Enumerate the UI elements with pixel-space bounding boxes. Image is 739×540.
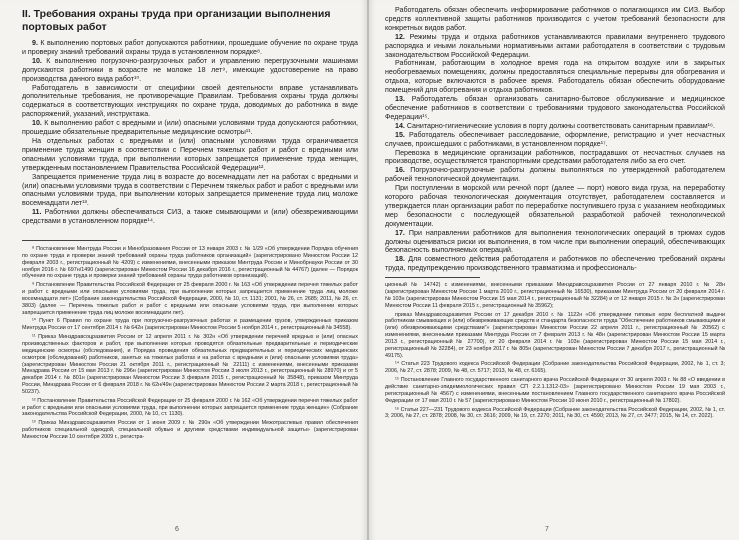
paragraph: Перевозка в медицинские организации работников, пострадавших от несчастных случаев на производстве, осуществляется транспортными средствами работодателя либо за его счет. [385,148,725,166]
right-body [385,6,725,273]
page-number: 7 [545,526,549,533]
paragraph: 18. Для совместного действия работодателя и работников по обеспечению требований охраны труда, предупреждению производственного травматизма и профессиональ- [385,255,725,273]
paragraph: 10. К выполнению погрузочно-разгрузочных работ и управлению перегрузочными машинами допускаются работники в возрасте не моложе 18 лет⁹, имеющие удостоверение на право производства данного вида работ¹⁰. [22,56,358,83]
footnote: ционный № 14742) с изменениями, внесенными приказами Минздравсоцразвития России от 27 января 2010 г. № 28н (зарегистрирован Минюстом России 1 марта 2010 г., регистрационный № 16530), приказами Минтруда России от 20 февраля 2014 г. № 103н (зарегистрирован Минюстом России 15 мая 2014 г., регистрационный № 32284) и от 12 января 2015 г. № 2н (зарегистрирован Минюстом России 11 февраля 2015 г., регистрационный № 35962); [385,282,725,309]
paragraph: 15. Работодатель обеспечивает расследование, оформление, регистрацию и учет несчастных случаев, происшедших с работниками, в установленном порядке¹⁷. [385,130,725,148]
footnote: ¹⁰ Пункт 6 Правил по охране труда при погрузочно-разгрузочных работах и размещении грузов, утвержденных приказом Минтруда России от 17 сентября 2014 г. № 642н (зарегистрирован Минюстом России 5 ноября 2014 г., регистрационный № 34558). [22,318,358,332]
paragraph: Работодатель в зависимости от специфики своей деятельности вправе устанавливать дополнительные требования, не противоречащие Правилам. Требования охраны труда должны содержаться в соответствующих инструкциях по охране труда, доводимых до работника в виде распоряжений, указаний, инструктажа. [22,83,358,119]
paragraph: 10. К выполнению работ с вредными и (или) опасными условиями труда допускаются работники, прошедшие обязательные предварительные медицинские осмотры¹¹. [22,119,358,137]
footnote: приказ Минздравсоцразвития России от 17 декабря 2010 г. № 1122н «Об утверждении типовых норм бесплатной выдачи работникам смывающих и (или) обезвреживающих средств и стандарта безопасности труда "Обеспечение работников смывающими и (или) обезвреживающими средствами"» (зарегистрирован Минюстом России 22 апреля 2011 г., регистрационный № 20562) с изменениями, внесенными приказами Минтруда России от 7 февраля 2013 г. № 48н (зарегистрирован Минюстом России 15 марта 2013 г., регистрационный № 27700), от 20 февраля 2014 г. № 103н (зарегистрирован Минюстом России 15 мая 2014 г., регистрационный № 32284), от 23 ноября 2017 г. № 805н (зарегистрирован Минюстом России 7 декабря 2017 г., регистрационный № 49175). [385,311,725,359]
paragraph: 13. Работодатель обязан организовать санитарно-бытовое обслуживание и медицинское обеспечение работников в соответствии с требованиями трудового законодательства Российской Федерации¹⁵. [385,95,725,121]
paragraph: 12. Режимы труда и отдыха работников устанавливаются правилами внутреннего трудового распорядка и иными локальными нормативными актами работодателя в соответствии с трудовым законодательством Российской Федерации. [385,32,725,59]
footnote: ¹³ Приказ Минздравсоцразвития России от 1 июня 2009 г. № 290н «Об утверждении Межотраслевых правил обеспечения работников специальной одеждой, специальной обувью и другими средствами индивидуальной защиты» (зарегистрирован Минюстом России 10 сентября 2009 г., регистра- [22,420,358,440]
paragraph: При поступлении в морской или речной порт (далее — порт) нового вида груза, на переработку которого рабочая технологическая документация отсутствует, работодателем составляется и утверждается план организации работ по переработке поступившего груза с указанием необходимых мер безопасности с последующей обязательной разработкой рабочей технологической документации. [385,184,725,228]
section-heading: II. Требования охраны труда при организации выполнения портовых работ [22,8,331,33]
footnote: ¹⁵ Постановление Главного государственного санитарного врача Российской Федерации от 30 апреля 2003 г. № 88 «О введении в действие санитарно-эпидемиологических правил СП 2.2.1.1312-03» (зарегистрировано Минюстом России 19 мая 2003 г., регистрационный № 4567) с изменениями, внесенными постановлением Главного государственного санитарного врача Российской Федерации от 17 мая 2010 г. № 57 (зарегистрировано Минюстом России 10 июня 2010 г., регистрационный № 17802). [385,377,725,404]
footnote-divider [22,240,117,241]
paragraph: 17. При направлении работников для выполнения технологических операций в трюмах судов должны оцениваться риски их выполнения, в том числе при выполнении операций, обеспечивающих безопасность выполняемых операций. [385,228,725,255]
footnote: ¹² Постановление Правительства Российской Федерации от 25 февраля 2000 г. № 162 «Об утверждении перечня тяжелых работ и работ с вредными или опасными условиями труда, при выполнении которых запрещается применение труда женщин» (Собрание законодательства Российской Федерации, 2000, № 10, ст. 1130). [22,397,358,418]
left-page [0,0,367,540]
footnote: ⁸ Постановление Минтруда России и Минобразования России от 13 января 2003 г. № 1/29 «Об утверждении Порядка обучения по охране труда и проверки знаний требований охраны труда работников организаций» (зарегистрировано Минюстом России 12 февраля 2003 г., регистрационный № 4209) с изменениями, внесенными приказом Минтруда России и Минобрнауки России от 30 ноября 2016 г. № 697н/1490 (зарегистрирован Минюстом России 16 декабря 2016 г., регистрационный № 44767) (далее — Порядок обучения по охране труда и проверки знаний требований охраны труда работников организаций). [22,246,358,280]
right-page [369,0,739,540]
left-body [22,39,358,226]
left-footnotes [22,246,358,441]
footnote-divider [385,277,480,278]
footnote: ⁹ Постановление Правительства Российской Федерации от 25 февраля 2000 г. № 163 «Об утверждении перечня тяжелых работ и работ с вредными или опасными условиями труда, при выполнении которых запрещается применение труда лиц моложе восемнадцати лет» (Собрание законодательства Российской Федерации, 2000, № 10, ст. 1131; 2001, № 26, ст. 2685; 2011, № 26, ст. 3803) (далее — Перечень тяжелых работ и работ с вредными или опасными условиями труда, при выполнении которых запрещается применение труда лиц моложе восемнадцати лет). [22,282,358,316]
paragraph: 11. Работники должны обеспечиваться СИЗ, а также смывающими и (или) обезвреживающими средствами в установленном порядке¹⁴. [22,208,358,226]
paragraph: Работникам, работающим в холодное время года на открытом воздухе или в закрытых необогреваемых помещениях, должны предоставляться специальные перерывы для обогревания и отдыха, которые включаются в рабочее время. Работодатель обязан обеспечить оборудование помещений для обогревания и отдыха работников. [385,59,725,95]
paragraph: 9. К выполнению портовых работ допускаются работники, прошедшие обучение по охране труда и проверку знаний требований охраны труда в установленном порядке⁸. [22,39,358,56]
paragraph: 14. Санитарно-гигиенические условия в порту должны соответствовать санитарным правилам¹⁶. [395,121,715,130]
paragraph: 16. Погрузочно-разгрузочные работы должны выполняться по утвержденной работодателем рабочей технологической документации. [385,166,725,184]
paragraph: Запрещается применение труда лиц в возрасте до восемнадцати лет на работах с вредными и (или) опасными условиями труда в соответствии с Перечнем тяжелых работ и работ с вредными или опасными условиями труда, при выполнении которых запрещается применение труда лиц моложе восемнадцати лет¹³. [22,172,358,208]
footnote: ¹¹ Приказ Минздравсоцразвития России от 12 апреля 2011 г. № 302н «Об утверждении перечней вредных и (или) опасных производственных факторов и работ, при выполнении которых проводятся обязательные предварительные и периодические медицинские осмотры (обследования), и Порядка проведения обязательных предварительных и периодических медицинских осмотров (обследований) работников, занятых на тяжелых работах и на работах с вредными и (или) опасными условиями труда» (зарегистрирован Минюстом России 21 октября 2011 г., регистрационный № 22111) с изменениями, внесенными приказами Минздрава России от 15 мая 2013 г. № 296н (зарегистрирован Минюстом России 3 июля 2013 г., регистрационный № 28970) и от 5 декабря 2014 г. № 801н (зарегистрирован Минюстом России 3 февраля 2015 г., регистрационный № 35848), приказом Минтруда России, Минздрава России от 6 февраля 2018 г. № 62н/49н (зарегистрирован Минюстом России 2 марта 2018 г., регистрационный № 50237). [22,334,358,395]
right-footnotes [385,282,725,420]
paragraph: На отдельных работах с вредными и (или) опасными условиями труда ограничивается применение труда женщин в соответствии с Перечнем тяжелых работ и работ с вредными или опасными условиями труда, при выполнении которых запрещается применение труда женщин, утвержденным постановлением Правительства Российской Федерации¹². [22,136,358,172]
footnote: ¹⁴ Статья 223 Трудового кодекса Российской Федерации (Собрание законодательства Российской Федерации, 2002, № 1, ст. 3; 2006, № 27, ст. 2878; 2009, № 48, ст. 5717; 2013, № 48, ст. 6165). [385,361,725,375]
paragraph: Работодатель обязан обеспечить информирование работников о полагающихся им СИЗ. Выбор средств коллективной защиты работников производится с учетом требований безопасности для конкретных видов работ. [385,6,725,32]
footnote: ¹⁶ Статьи 227—231 Трудового кодекса Российской Федерации (Собрание законодательства Российской Федерации, 2002, № 1, ст. 3; 2006, № 27, ст. 2878; 2008, № 30, ст. 3616; 2009, № 19, ст. 2270; 2011, № 30, ст. 4590; 2013, № 27, ст. 3477; 2015, № 14, ст. 2022). [385,406,725,420]
page-number: 6 [175,526,179,533]
